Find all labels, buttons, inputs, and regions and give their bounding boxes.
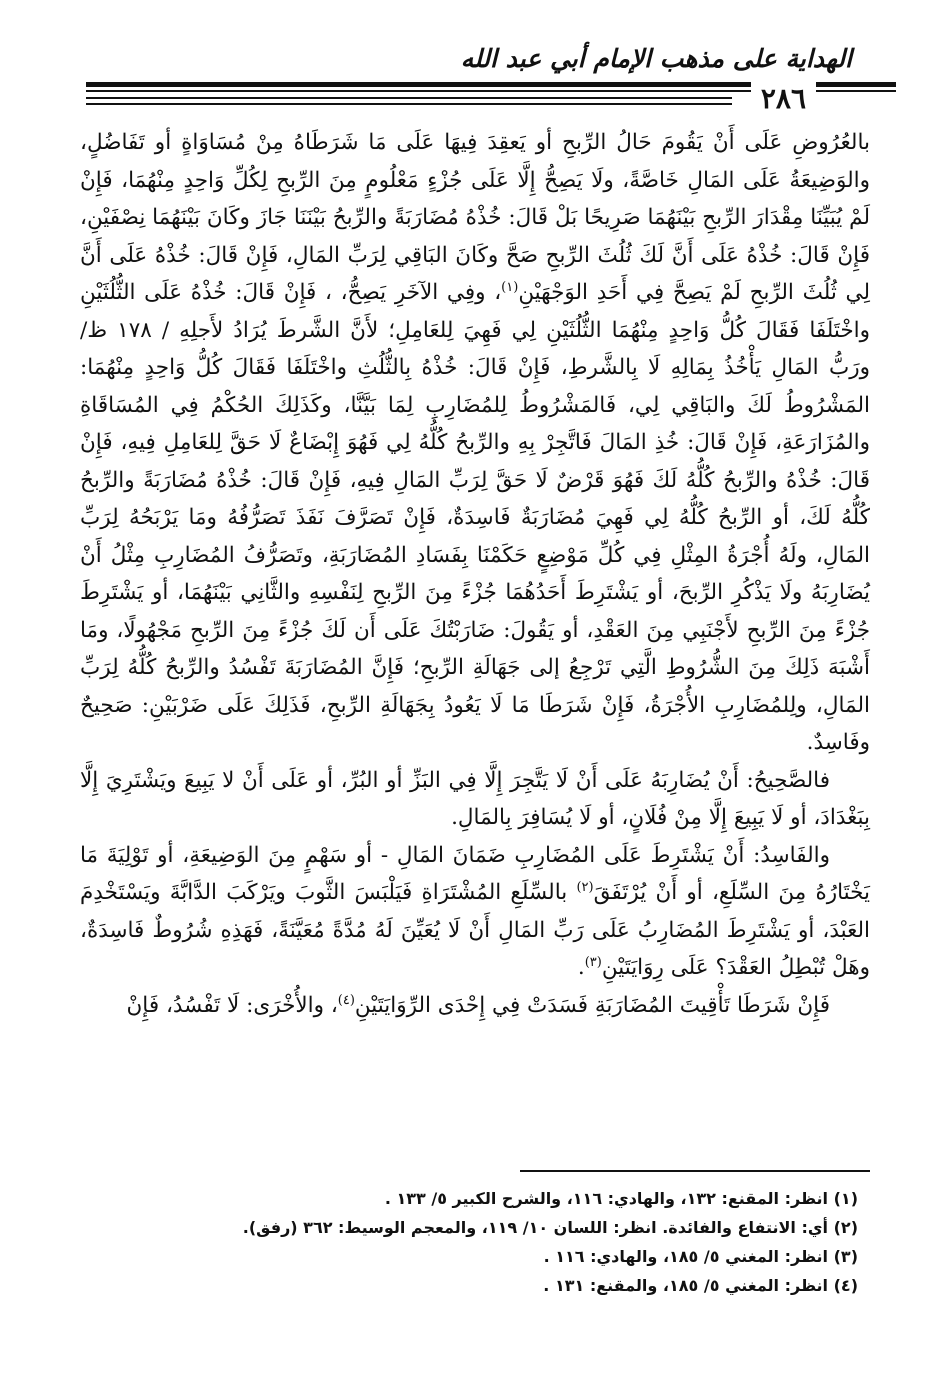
paragraph-4-continued: ، والأُخْرَى: لَا تَفْسُدُ، فَإِنْ [126,992,338,1018]
paragraph-3-text: والفَاسِدُ: أَنْ يَشْتَرِطَ عَلَى المُضَارِبِ ضَمَانَ المَالِ - أو سَهْمٍ مِنَ الوَضِيعَةِ، أو تَوْلِيَةَ مَا يَخْتَارُهُ مِنَ السِّلَعِ، أو أَنْ يُرْتَفَقَ [80,842,870,905]
footnotes [80,1184,858,1300]
header-rule-thin-2 [86,97,732,99]
running-head-title: الهداية على مذهب الإمام أبي عبد الله [460,44,852,73]
paragraph-3 [80,837,870,987]
footnote-3: (٣) انظر: المغني ٥/ ١٨٥، والهادي: ١١٦ . [543,1247,858,1266]
footnote-1: (١) انظر: المقنع: ١٣٢، والهادي: ١١٦، والشرح الكبير ٥/ ١٣٣ . [384,1189,858,1208]
header-rule-thin-3 [86,103,732,105]
paragraph-3-continued: بالسِّلَعِ المُشْتَرَاةِ فَيَلْبَسَ الثَّوبَ ويَرْكَبَ الدَّابَّةَ ويَسْتَخْدِمَ العَبْدَ، أو يَشْتَرِطَ المُضَارِبُ عَلَى رَبِّ المَالِ أَنْ لَا يُعَيِّنَ لَهُ مُدَّةً مُعَيَّنَةً، فَهَذِهِ شُرُوطٌ فَاسِدَةٌ، وهَلْ تُبْطِلُ العَقْدَ؟ عَلَى رِوَايَتَيْنِ [80,880,870,980]
footnote-marker-1: (١) [501,279,519,295]
paragraph-4 [80,987,870,1025]
paragraph-1 [80,124,870,762]
paragraph-1-continued: ، وفِي الآخَرِ يَصِحُّ، ، فَإِنْ قَالَ: خُذْهُ عَلَى الثُّلُثَيْنِ واخْتَلَفَا فَقَالَ كُلُّ وَاحِدٍ مِنْهُمَا الثُّلُثَيْنِ لِي فَهِيَ لِلعَامِلِ؛ لأَنَّ الشَّرطَ يُرَادُ لأَجلِهِ / ١٧٨ ظ/ ورَبُّ المَالِ يَأْخُذُ بِمَالِهِ لَا بِالشَّرطِ، فَإِنْ قَالَ: خُذْهُ بِالثُّلُثِ واخْتَلَفَا فَقَالَ كُلُّ وَاحِدٍ مِنْهُمَا: المَشْرُوطُ لَكَ والبَاقِي لِي، فَالمَشْرُوطُ لِلمُضَارِبِ لِمَا بَيَّنَّا، وكَذَلِكَ الحُكْمُ فِي المُسَاقَاةِ والمُزَارَعَةِ، فَإِنْ قَالَ: خُذِ المَالَ فَاتَّجِرْ بِهِ والرِّبحُ كُلُّهُ لِي فَهُوَ إِبْضَاعٌ لَا حَقَّ لِلعَامِلِ فِيهِ، فَإِنْ قَالَ: خُذْهُ والرِّبحُ كُلُّهُ لَكَ فَهُوَ قَرْضٌ لَا حَقَّ لِرَبِّ المَالِ فِيهِ، فَإِنْ قَالَ: خُذْهُ مُضَارَبَةً والرِّبحُ كُلُّهُ لَكَ، أو الرِّبحُ كُلُّهُ لِي فَهِيَ مُضَارَبَةٌ فَاسِدَةٌ، فَإِنْ تَصَرَّفَ نَفَذَ تَصَرُّفُهُ ومَا يَرْبَحُهُ لِرَبِّ المَالِ، ولَهُ أُجْرَةُ المِثْلِ فِي كُلِّ مَوْضِعٍ حَكَمْنَا بِفَسَادِ المُضَارَبَةِ، وتَصَرُّفُ المُضَارِبِ مِثْلُ أَنْ يُضَارِبَهُ ولَا يَذْكُرِ الرِّبحَ، أو يَشْتَرِطَ أَحَدُهُمَا جُزْءً مِنَ الرِّبحِ لِنَفْسِهِ والثَّانِي بَيْنَهُمَا، أو يَشْتَرِطَ جُزْءً مِنَ الرِّبحِ لأَجْنَبِي مِنَ العَقْدِ، أو يَقُولَ: ضَارَبْتُكَ عَلَى أَن لَكَ جُزْءً مِنَ الرِّبحِ مَجْهُولًا، ومَا أَشْبَهَ ذَلِكَ مِنَ الشُّرُوطِ الَّتِي تَرْجِعُ إلى جَهَالَةِ الرِّبحِ؛ فَإِنَّ المُضَارَبَةَ تَفْسُدُ والرِّبحُ كُلُّهُ لِرَبِّ المَالِ، ولِلمُضَارِبِ الأُجْرَةُ، فَإِنْ شَرَطَا مَا لَا يَعُودُ بِجَهَالَةِ الرِّبحِ، فَذَلِكَ عَلَى ضَرْبَيْنِ: صَحِيحٌ وفَاسِدٌ. [80,280,871,755]
paragraph-3-end: . [577,955,585,980]
footnote-2: (٢) أي: الانتفاع والفائدة. انظر: اللسان ١٠/ ١١٩، والمعجم الوسيط: ٣٦٢ (رفق). [242,1218,858,1237]
footnote-4: (٤) انظر: المغني ٥/ ١٨٥، والمقنع: ١٣١ . [543,1276,858,1295]
main-text [80,124,870,1024]
paragraph-2: فالصَّحِيحُ: أَنْ يُضَارِبَهُ عَلَى أَنْ لَا يَتَّجِرَ إِلَّا فِي البَزِّ أو البُرِّ، أو عَلَى أَنْ لا يَبِيعَ ويَشْتَرِيَ إِلَّا بِبَغْدَادَ، أو لَا يَبِيعَ إِلَّا مِنْ فُلَانٍ، أو لَا يُسَافِرَ بِالمَالِ. [80,767,870,830]
footnote-marker-3: (٣) [584,954,602,970]
footnote-separator [520,1170,870,1172]
paragraph-4-text: فَإِنْ شَرَطَا تَأْقِيتَ المُضَارَبَةِ فَسَدَتْ فِي إِحْدَى الرِّوَايَتَيْنِ [354,992,830,1018]
paragraph-1-text: بالعُرُوضِ عَلَى أَنْ يَقُومَ حَالُ الرِّبحِ أو يَعقِدَ فِيهَا عَلَى مَا شَرَطَاهُ مِنْ مُسَاوَاةٍ أو تَفَاضُلٍ، والوَضِيعَةُ عَلَى المَالِ خَاصَّةً، ولَا يَصِحُّ إِلَّا عَلَى جُزْءٍ مَعْلُومٍ مِنَ الرِّبحِ لِكُلِّ وَاحِدٍ مِنْهُمَا، فَإِنْ لَمْ يُبَيِّنَا مِقْدَارَ الرِّبحِ بَيْنَهُمَا صَرِيحًا بَلْ قَالَ: خُذْهُ مُضَارَبَةً والرِّبحُ بَيْنَنَا جَازَ وكَانَ بَيْنَهُمَا نِصْفَيْنِ، فَإِنْ قَالَ: خُذْهُ عَلَى أَنَّ لَكَ ثُلُثَ الرِّبحِ صَحَّ وكَانَ البَاقِي لِرَبِّ المَالِ، فَإِنْ قَالَ: خُذْهُ عَلَى أَنَّ لِي ثُلُثَ الرِّبحِ لَمْ يَصِحَّ فِي أَحَدِ الوَجْهَيْنِ [80,130,871,305]
footnote-marker-2: (٢) [576,879,594,895]
footnote-marker-4: (٤) [337,992,355,1008]
page-number: ٢٨٦ [751,82,816,115]
